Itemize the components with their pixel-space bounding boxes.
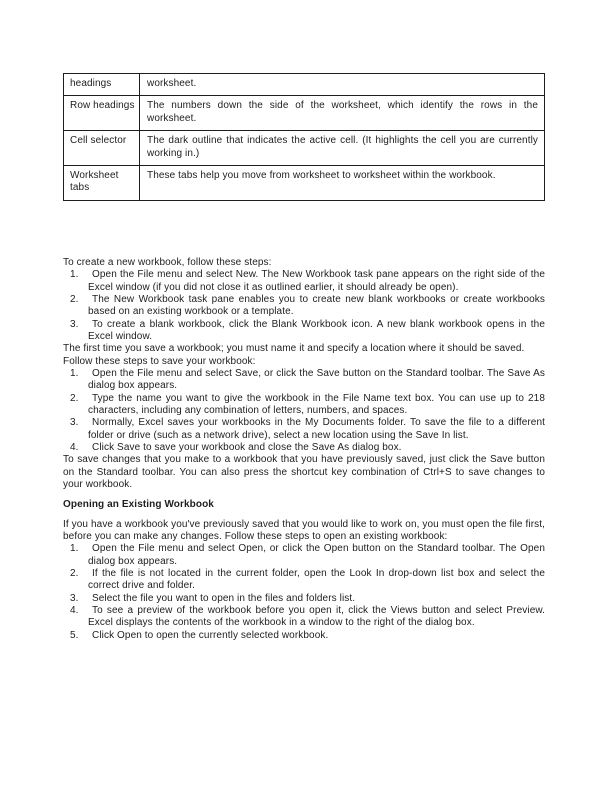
list-item-number: 2. <box>70 293 79 305</box>
list-item-number: 5. <box>70 629 79 641</box>
numbered-list <box>63 368 545 454</box>
list-item-number: 3. <box>70 318 79 330</box>
list-item <box>63 593 545 605</box>
list-item <box>63 442 545 454</box>
list-item <box>63 269 545 294</box>
paragraph: If you have a workbook you've previously saved that you would like to work on, you must open the file first, before you can make any changes. Follow these steps to open an existing workbook: <box>63 518 545 543</box>
paragraph: Follow these steps to save your workbook: <box>63 355 256 367</box>
document-body <box>63 257 545 642</box>
table-row <box>64 74 545 96</box>
list-item-text: Open the File menu and select Open, or click the Open button on the Standard toolbar. The Open dialog box appears. <box>88 543 545 567</box>
term-cell: Row headings <box>64 96 140 131</box>
list-item-text: The New Workbook task pane enables you to create new blank workbooks or create workbooks based on an existing workbook or a template. <box>88 293 545 318</box>
paragraph: To save changes that you make to a workbook that you have previously saved, just click the Save button on the Standard toolbar. You can also press the shortcut key combination of Ctrl+S to save changes to your workbook. <box>63 454 545 491</box>
list-item <box>63 543 545 568</box>
list-item-text: Normally, Excel saves your workbooks in the My Documents folder. To save the file to a different folder or drive (such as a network drive), select a new location using the Save In list. <box>88 417 545 441</box>
table-row <box>64 166 545 201</box>
term-cell: headings <box>64 74 140 96</box>
list-item-text: Click Save to save your workbook and close the Save As dialog box. <box>92 442 402 453</box>
list-item <box>63 630 545 642</box>
list-item-number: 3. <box>70 417 79 429</box>
list-item <box>63 393 545 418</box>
list-item-number: 3. <box>70 592 79 604</box>
term-cell: Cell selector <box>64 131 140 166</box>
list-item-number: 2. <box>70 568 79 580</box>
definition-cell: worksheet. <box>140 74 545 96</box>
definition-table <box>63 73 545 201</box>
table-row <box>64 96 545 131</box>
paragraph: The first time you save a workbook; you must name it and specify a location where it should be saved. <box>63 343 525 355</box>
list-item-number: 1. <box>70 269 79 281</box>
list-item <box>63 294 545 319</box>
list-item-text: Open the File menu and select Save, or click the Save button on the Standard toolbar. The Save As dialog box appears. <box>88 367 545 392</box>
list-item-text: To see a preview of the workbook before you open it, click the Views button and select Preview. Excel displays the contents of the workbook in a window to the right of the dialog box. <box>88 605 545 629</box>
definition-table-body <box>64 74 545 201</box>
list-item-text: Open the File menu and select New. The New Workbook task pane appears on the right side of the Excel window (if you did not close it as outlined earlier, it should already be open). <box>88 269 545 293</box>
list-item-number: 4. <box>70 442 79 453</box>
table-row <box>64 131 545 166</box>
definition-cell: The numbers down the side of the worksheet, which identify the rows in the worksheet. <box>140 96 545 131</box>
numbered-list <box>63 543 545 642</box>
section-heading: Opening an Existing Workbook <box>63 499 214 511</box>
term-cell: Worksheet tabs <box>64 166 140 201</box>
definition-cell: These tabs help you move from worksheet to worksheet within the workbook. <box>140 166 545 201</box>
list-item-text: If the file is not located in the current folder, open the Look In drop-down list box and select the correct drive and folder. <box>88 568 545 592</box>
list-item-text: Click Open to open the currently selected workbook. <box>92 629 329 641</box>
paragraph: To create a new workbook, follow these steps: <box>63 256 272 268</box>
list-item-text: To create a blank workbook, click the Blank Workbook icon. A new blank workbook opens in the Excel window. <box>88 318 545 342</box>
list-item <box>63 368 545 393</box>
list-item-number: 2. <box>70 392 79 404</box>
list-item-text: Select the file you want to open in the files and folders list. <box>92 592 356 604</box>
list-item <box>63 568 545 593</box>
page-content <box>63 73 545 642</box>
definition-cell: The dark outline that indicates the active cell. (It highlights the cell you are currently working in.) <box>140 131 545 166</box>
list-item <box>63 417 545 442</box>
list-item <box>63 319 545 344</box>
list-item <box>63 605 545 630</box>
numbered-list <box>63 269 545 343</box>
list-item-number: 1. <box>70 367 79 379</box>
list-item-number: 4. <box>70 605 79 617</box>
list-item-number: 1. <box>70 543 79 555</box>
list-item-text: Type the name you want to give the workbook in the File Name text box. You can use up to 218 characters, including any combination of letters, numbers, and spaces. <box>88 392 545 416</box>
